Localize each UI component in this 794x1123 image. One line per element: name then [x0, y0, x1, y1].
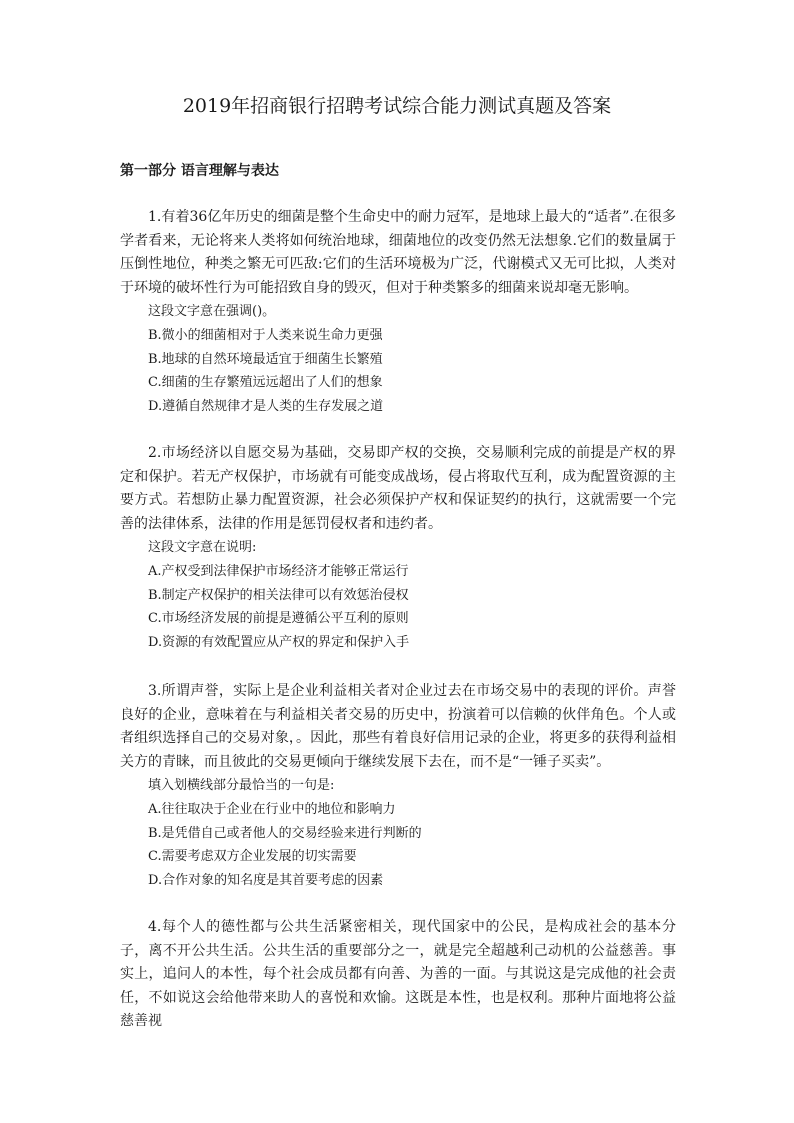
document-title: 2019年招商银行招聘考试综合能力测试真题及答案 [182, 95, 612, 117]
answer-option: C.需要考虑双方企业发展的切实需要 [148, 849, 357, 865]
answer-option: C.细菌的生存繁殖远远超出了人们的想象 [148, 375, 383, 391]
question-text: 3.所谓声誉，实际上是企业利益相关者对企业过去在市场交易中的表现的评价。声誉良好的企业，意味着在与利益相关者交易的历史中，扮演着可以信赖的伙伴角色。个人或者组织选择自己的交易对象，。因此，那些有着良好信用记录的企业，将更多的获得利益相关方的青睐，而且彼此的交易更倾向于继续发展下去在，而不是“一锤子买卖”。 [120, 683, 676, 770]
answer-option: D.遵循自然规律才是人类的生存发展之道 [148, 398, 384, 414]
section-heading: 第一部分 语言理解与表达 [120, 163, 279, 179]
question-prompt: 这段文字意在说明: [148, 540, 257, 556]
answer-option: C.市场经济发展的前提是遵循公平互利的原则 [148, 611, 409, 627]
question-prompt: 这段文字意在强调()。 [148, 304, 276, 320]
question-block [120, 442, 676, 654]
question-block [120, 206, 676, 418]
question-text: 2.市场经济以自愿交易为基础，交易即产权的交换，交易顺利完成的前提是产权的界定和保护。若无产权保护，市场就有可能变成战场，侵占将取代互利，成为配置资源的主要方式。若想防止暴力配置资源，社会必须保护产权和保证契约的执行，这就需要一个完善的法律体系，法律的作用是惩罚侵权者和违约者。 [120, 445, 676, 532]
answer-option: D.合作对象的知名度是其首要考虑的因素 [148, 872, 384, 888]
question-prompt: 填入划横线部分最恰当的一句是: [148, 778, 335, 794]
answer-option: D.资源的有效配置应从产权的界定和保护入手 [148, 634, 410, 650]
answer-option: B.地球的自然环境最适宜于细菌生长繁殖 [148, 351, 383, 367]
answer-option: B.微小的细菌相对于人类来说生命力更强 [148, 327, 383, 343]
question-text: 4.每个人的德性都与公共生活紧密相关，现代国家中的公民，是构成社会的基本分子，离不开公共生活。公共生活的重要部分之一，就是完全超越利己动机的公益慈善。事实上，追问人的本性，每个社会成员都有向善、为善的一面。与其说这是完成他的社会责任，不如说这会给他带来助人的喜悦和欢愉。这既是本性，也是权利。那种片面地将公益慈善视 [120, 919, 676, 1030]
question-block [120, 916, 676, 1034]
answer-option: A.往往取决于企业在行业中的地位和影响力 [148, 801, 396, 817]
question-text: 1.有着36亿年历史的细菌是整个生命史中的耐力冠军，是地球上最大的“适者”.在很多学者看来，无论将来人类将如何统治地球，细菌地位的改变仍然无法想象.它们的数量属于压倒性地位，种类之繁无可匹敌:它们的生活环境极为广泛，代谢模式又无可比拟，人类对于环境的破坏性行为可能招致自身的毁灭，但对于种类繁多的细菌来说却毫无影响。 [120, 209, 676, 296]
answer-option: A.产权受到法律保护市场经济才能够正常运行 [148, 563, 409, 579]
question-block [120, 680, 676, 892]
answer-option: B.制定产权保护的相关法律可以有效惩治侵权 [148, 587, 409, 603]
answer-option: B.是凭借自己或者他人的交易经验来进行判断的 [148, 825, 422, 841]
